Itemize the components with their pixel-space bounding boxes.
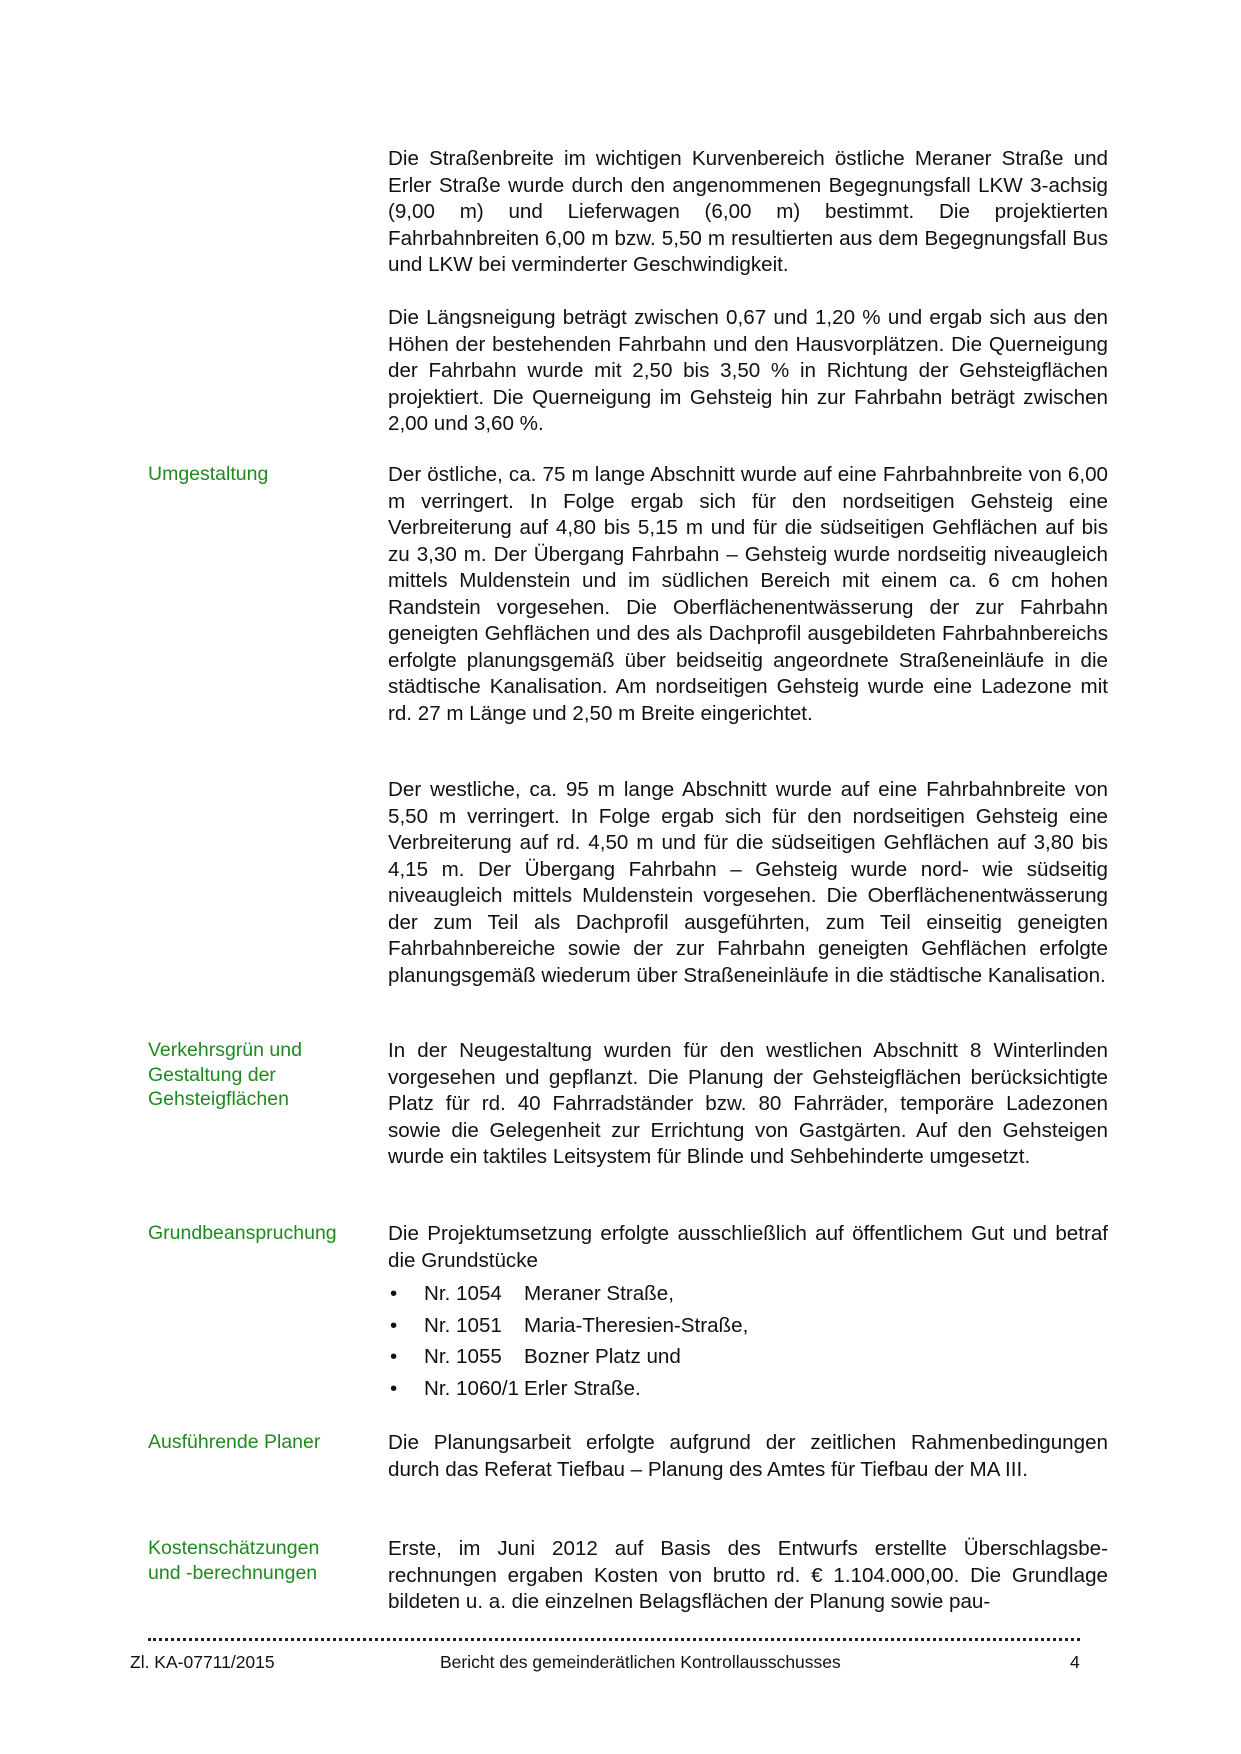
margin-label-verkehrsgruen [148, 1038, 368, 1112]
paragraph: In der Neugestaltung wurden für den westlichen Abschnitt 8 Winterlinden vorgesehen und gepflanzt. Die Planung der Gehsteigflächen berücksichtigte Platz für rd. 40 Fahrradständer bzw. 80 Fahrräder, temporäre Ladezonen sowie die Gelegenheit zur Errichtung von Gastgärten. Auf den Gehsteigen wurde ein taktiles Leitsystem für Blinde und Sehbehinderte umgesetzt. [388, 1039, 1108, 1168]
plot-number: Nr. 1051 [424, 1313, 502, 1337]
plot-name: Erler Straße. [524, 1376, 641, 1400]
page-number: 4 [1070, 1652, 1080, 1672]
margin-label-kostenschaetzungen [148, 1536, 368, 1585]
plot-name: Bozner Platz und [524, 1345, 681, 1368]
label-line: und -berechnungen [148, 1561, 318, 1584]
list-item [388, 1341, 1108, 1373]
plot-name: Maria-Theresien-Straße, [524, 1313, 749, 1337]
plot-number: Nr. 1054 [424, 1282, 502, 1305]
plot-number: Nr. 1055 [424, 1345, 502, 1368]
paragraph: Der westliche, ca. 95 m lange Abschnitt wurde auf eine Fahrbahnbreite von 5,50 m verringert. In Folge ergab sich für den nordseitigen Gehsteig eine Verbreiterung auf rd. 4,50 m und für die südseitigen Gehflächen auf 3,80 bis 4,15 m. Der Übergang Fahrbahn – Gehsteig wurde nord- wie südseitig niveaugleich mittels Muldenstein vorgesehen. Die Oberflächenentwässerung der zum Teil als Dachprofil ausgeführten, zum Teil einseitig geneigten Fahrbahnbereiche sowie der zur Fahrbahn geneigten Gehflächen erfolgte planungsgemäß wiederum über Straßeneinläufe in die städtische Kanalisation. [388, 778, 1108, 987]
paragraph: Die Straßenbreite im wichtigen Kurvenbereich östliche Meraner Straße und Erler Straße wurde durch den angenommenen Begegnungsfall LKW 3-achsig (9,00 m) und Lieferwagen (6,00 m) bestimmt. Die projektierten Fahrbahnbreiten 6,00 m bzw. 5,50 m resultierten aus dem Begegnungsfall Bus und LKW bei verminderter Geschwindigkeit. [388, 147, 1108, 276]
bullet-icon: • [390, 1345, 398, 1368]
bullet-icon: • [390, 1313, 398, 1337]
section-body [388, 1536, 1108, 1616]
section-body [388, 777, 1108, 989]
paragraph: Die Projektumsetzung erfolgte ausschließlich auf öffentlichem Gut und betraf die Grundstücke [388, 1222, 1108, 1272]
section-body [388, 146, 1108, 279]
label-line: Kostenschätzungen [148, 1537, 320, 1559]
section-body [388, 1430, 1108, 1483]
paragraph: Erste, im Juni 2012 auf Basis des Entwurfs erstellte Überschlagsberechnungen ergaben Kosten von brutto rd. € 1.104.000,00. Die Grundlage bildeten u. a. die einzelnen Belagsflächen der Planung sowie pau- [388, 1537, 1108, 1613]
list-item [388, 1373, 1108, 1405]
footer-reference: Zl. KA-07711/2015 [130, 1652, 275, 1672]
margin-label-umgestaltung: Umgestaltung [148, 463, 269, 485]
label-line: Gestaltung der [148, 1063, 276, 1086]
plot-name: Meraner Straße, [524, 1282, 674, 1305]
label-line: Verkehrsgrün und [148, 1039, 302, 1061]
footer-title: Bericht des gemeinderätlichen Kontrollausschusses [440, 1652, 841, 1672]
bullet-icon: • [390, 1282, 398, 1305]
footer-dotted-divider [148, 1638, 1080, 1641]
section-body [388, 1221, 1108, 1404]
bullet-icon: • [390, 1376, 398, 1400]
label-line: Gehsteigflächen [148, 1088, 289, 1110]
plot-list [388, 1278, 1108, 1404]
list-item [388, 1310, 1108, 1342]
paragraph: Der östliche, ca. 75 m lange Abschnitt wurde auf eine Fahrbahnbreite von 6,00 m verringert. In Folge ergab sich für den nordseitigen Gehsteig eine Verbreiterung auf 4,80 bis 5,15 m und für die südseitigen Gehflächen auf bis zu 3,30 m. Der Übergang Fahrbahn – Gehsteig wurde nordseitig niveaugleich mittels Muldenstein und im südlichen Bereich mit einem ca. 6 cm hohen Randstein vorgesehen. Die Oberflächenentwässerung der zur Fahrbahn geneigten Gehflächen und des als Dachprofil ausgebildeten Fahrbahnbereichs erfolgte planungsgemäß über beidseitig angeordnete Straßeneinläufe in die städtische Kanalisation. Am nordseitigen Gehsteig wurde eine Ladezone mit rd. 27 m Länge und 2,50 m Breite eingerichtet. [388, 463, 1108, 725]
section-body [388, 305, 1108, 438]
paragraph: Die Planungsarbeit erfolgte aufgrund der zeitlichen Rahmenbedingungen durch das Referat Tiefbau – Planung des Amtes für Tiefbau der MA III. [388, 1431, 1108, 1481]
paragraph: Die Längsneigung beträgt zwischen 0,67 und 1,20 % und ergab sich aus den Höhen der bestehenden Fahrbahn und den Hausvorplätzen. Die Querneigung der Fahrbahn wurde mit 2,50 bis 3,50 % in Richtung der Gehsteigflächen projektiert. Die Querneigung im Gehsteig hin zur Fahrbahn beträgt zwischen 2,00 und 3,60 %. [388, 306, 1108, 435]
section-body [388, 1038, 1108, 1171]
margin-label-ausfuehrende-planer: Ausführende Planer [148, 1431, 321, 1453]
margin-label-grundbeanspruchung: Grundbeanspruchung [148, 1222, 337, 1244]
list-item [388, 1278, 1108, 1310]
section-body [388, 462, 1108, 727]
plot-number: Nr. 1060/1 [424, 1376, 520, 1400]
